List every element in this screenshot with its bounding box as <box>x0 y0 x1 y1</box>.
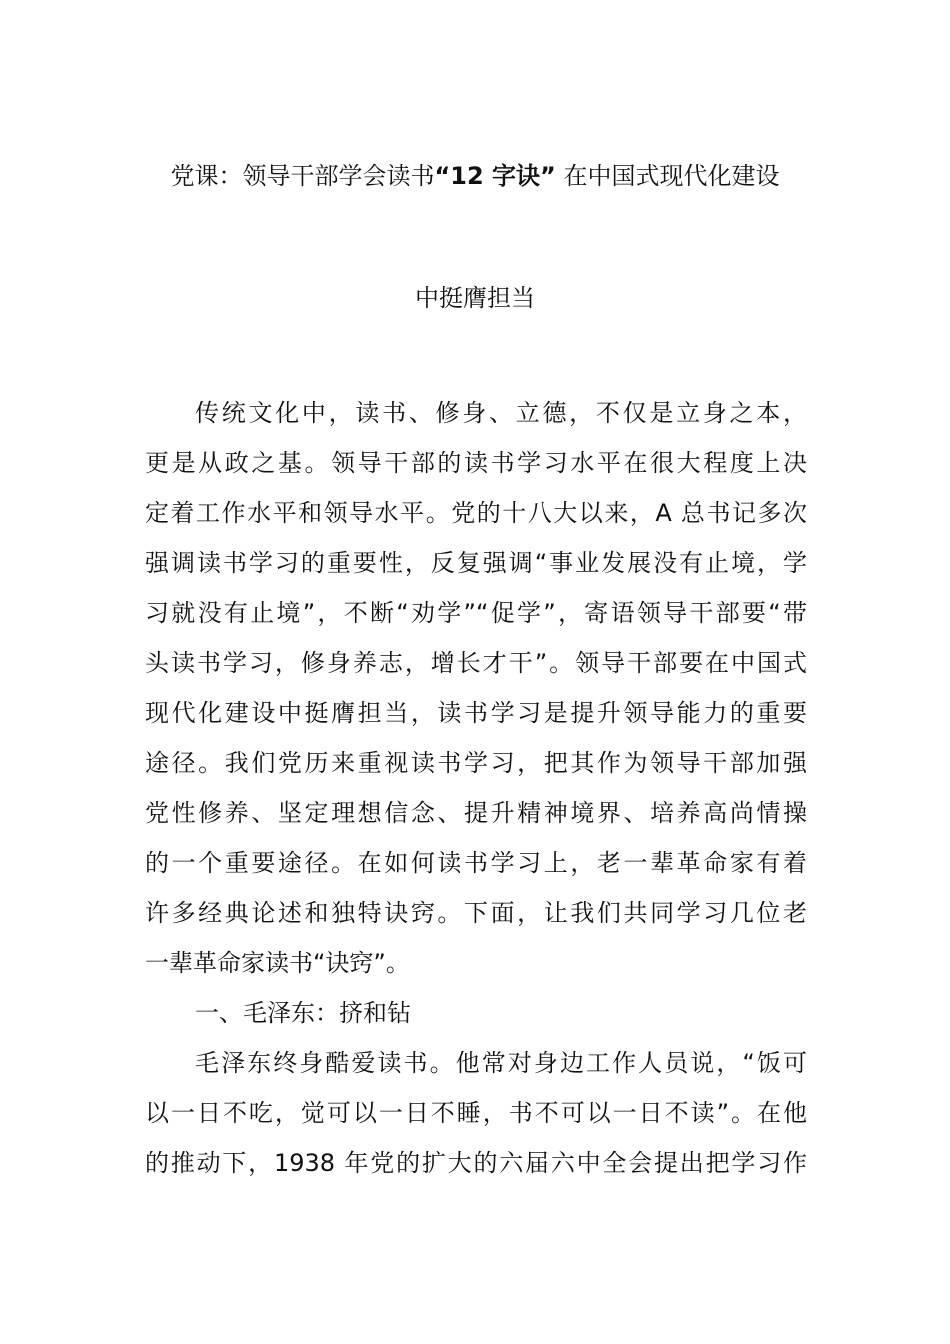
document-title-line-2: 中挺膺担当 <box>415 284 535 312</box>
body-paragraph-line: 以一日不吃，觉可以一日不睡，书不可以一日不读”。在他 <box>145 1099 807 1127</box>
body-paragraph-line: 更是从政之基。领导干部的读书学习水平在很大程度上决 <box>145 449 807 477</box>
body-paragraph-line: 强调读书学习的重要性，反复强调“事业发展没有止境，学 <box>145 549 807 577</box>
body-paragraph-line: 一辈革命家读书“诀窍”。 <box>145 949 410 977</box>
body-paragraph-line: 现代化建设中挺膺担当，读书学习是提升领导能力的重要 <box>145 699 807 727</box>
title-prefix: 党课：领导干部学会读书 <box>170 162 435 190</box>
body-paragraph-line: 毛泽东终身酷爱读书。他常对身边工作人员说，“饭可 <box>195 1049 807 1077</box>
body-paragraph-line: 的推动下，1938 年党的扩大的六届六中全会提出把学习作 <box>145 1149 807 1177</box>
title-bold-term: “12 字诀” <box>434 162 556 190</box>
body-paragraph-line: 定着工作水平和领导水平。党的十八大以来，A 总书记多次 <box>145 499 807 527</box>
section-heading: 一、毛泽东：挤和钻 <box>195 999 411 1027</box>
body-paragraph-line: 党性修养、坚定理想信念、提升精神境界、培养高尚情操 <box>145 799 807 827</box>
title-suffix: 在中国式现代化建设 <box>555 162 780 190</box>
document-body <box>145 393 807 1193</box>
body-paragraph-line: 传统文化中，读书、修身、立德，不仅是立身之本， <box>195 399 807 427</box>
body-paragraph-line: 的一个重要途径。在如何读书学习上，老一辈革命家有着 <box>145 849 807 877</box>
body-paragraph-line: 头读书学习，修身养志，增长才干”。领导干部要在中国式 <box>145 649 807 677</box>
body-paragraph-line: 途径。我们党历来重视读书学习，把其作为领导干部加强 <box>145 749 807 777</box>
body-paragraph-line: 习就没有止境”，不断“劝学”“促学”，寄语领导干部要“带 <box>145 599 807 627</box>
body-paragraph-line: 许多经典论述和独特诀窍。下面，让我们共同学习几位老 <box>145 899 807 927</box>
document-title-line-1 <box>0 160 950 192</box>
